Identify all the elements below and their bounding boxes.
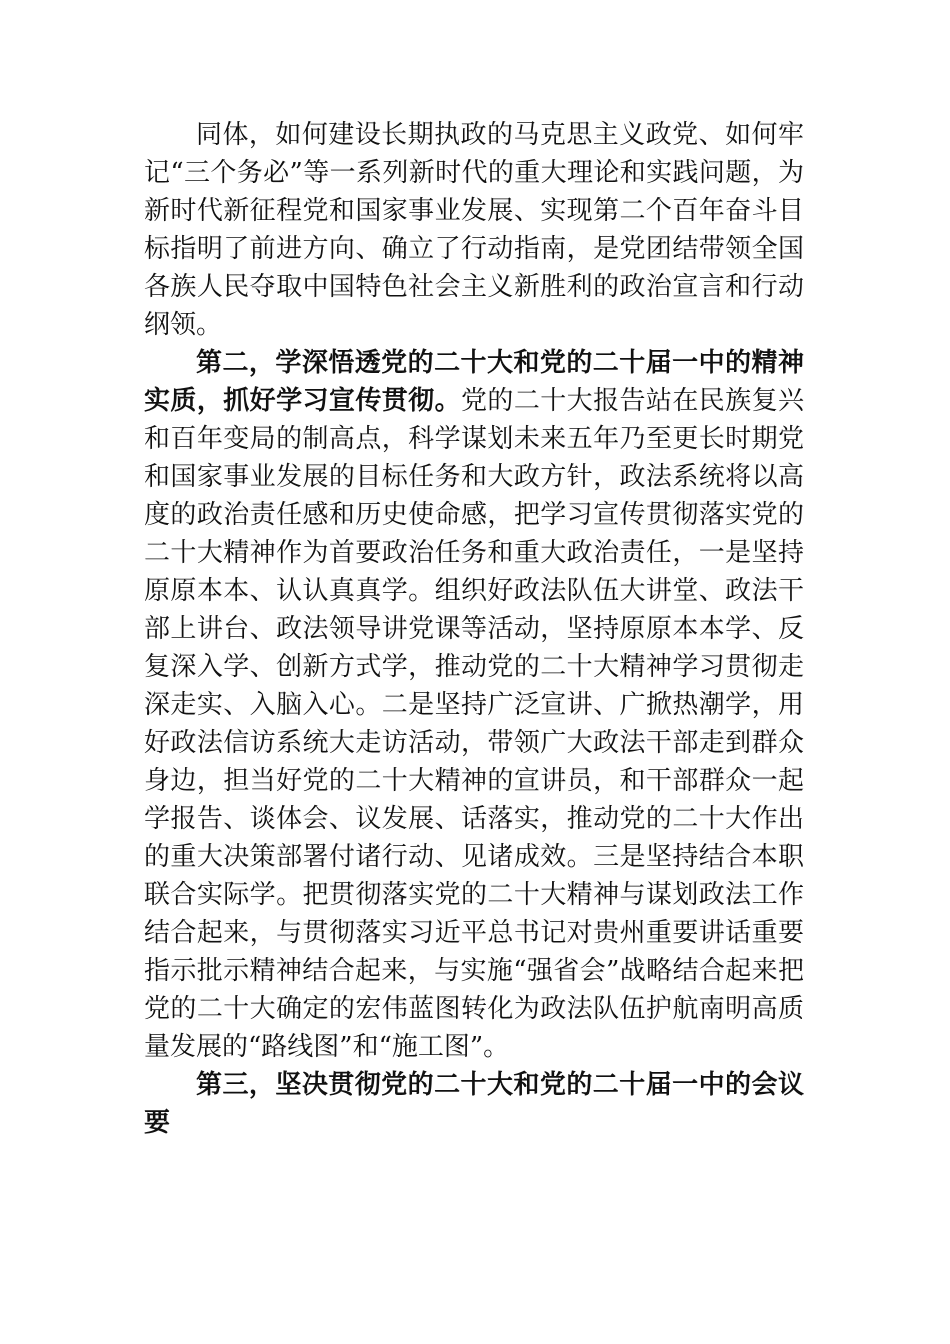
paragraph-2-text: 党的二十大报告站在民族复兴和百年变局的制高点，科学谋划未来五年乃至更长时期党和国家事业发展的目标任务和大政方针，政法系统将以高度的政治责任感和历史使命感，把学习宣传贯彻落实党的二十大精神作为首要政治任务和重大政治责任，一是坚持原原本本、认认真真学。组织好政法队伍大讲堂、政法干部上讲台、政法领导讲党课等活动，坚持原原本本学、反复深入学、创新方式学，推动党的二十大精神学习贯彻走深走实、入脑入心。二是坚持广泛宣讲、广掀热潮学，用好政法信访系统大走访活动，带领广大政法干部走到群众身边，担当好党的二十大精神的宣讲员，和干部群众一起学报告、谈体会、议发展、话落实，推动党的二十大作出的重大决策部署付诸行动、见诸成效。三是坚持结合本职联合实际学。把贯彻落实党的二十大精神与谋划政法工作结合起来，与贯彻落实习近平总书记对贵州重要讲话重要指示批示精神结合起来，与实施“强省会”战略结合起来把党的二十大确定的宏伟蓝图转化为政法队伍护航南明高质量发展的“路线图”和“施工图”。	[144, 386, 804, 1062]
paragraph-1	[144, 116, 804, 344]
paragraph-1-text: 同体，如何建设长期执政的马克思主义政党、如何牢记“三个务必”等一系列新时代的重大理论和实践问题，为新时代新征程党和国家事业发展、实现第二个百年奋斗目标指明了前进方向、确立了行动指南，是党团结带领全国各族人民夺取中国特色社会主义新胜利的政治宣言和行动纲领。	[144, 120, 804, 340]
paragraph-3	[144, 1066, 804, 1142]
paragraph-3-heading: 第三，坚决贯彻党的二十大和党的二十届一中的会议要	[144, 1070, 804, 1138]
document-body	[144, 116, 804, 1142]
paragraph-2	[144, 344, 804, 1066]
paragraph-2-heading: 第二，学深悟透党的二十大和党的二十届一中的精神实质，抓好学习宣传贯彻。	[144, 348, 804, 416]
